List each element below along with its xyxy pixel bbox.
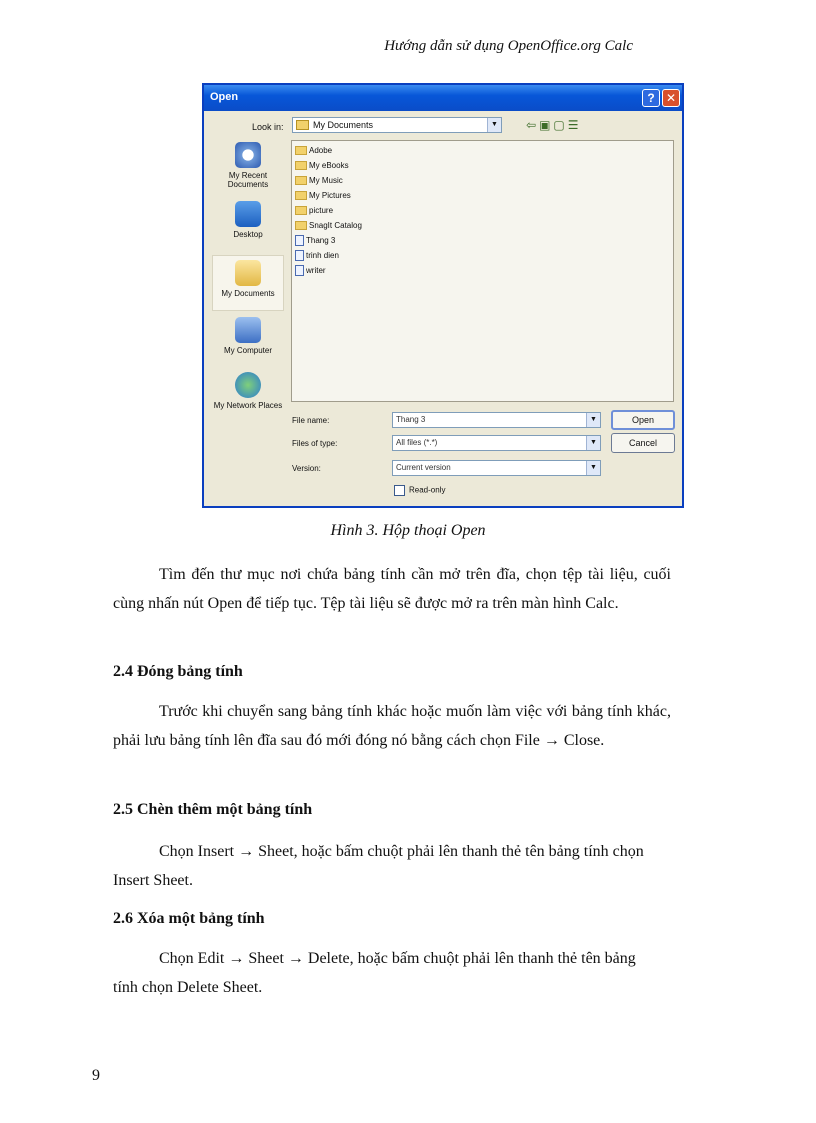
list-item[interactable] bbox=[295, 190, 351, 204]
paragraph-insert-sheet: Chọn Insert → Sheet, hoặc bấm chuột phải lên thanh thẻ tên bảng tính chọn Insert Sheet. bbox=[113, 843, 644, 889]
place-label: My Computer bbox=[223, 346, 272, 355]
readonly-label: Read-only bbox=[409, 485, 446, 495]
file-name-label: File name: bbox=[292, 416, 330, 425]
text-file-icon bbox=[295, 265, 304, 276]
heading-2-6: 2.6 Xóa một bảng tính bbox=[113, 910, 265, 927]
file-name-value: Thang 3 bbox=[396, 415, 426, 424]
running-header: Hướng dẫn sử dụng OpenOffice.org Calc bbox=[384, 38, 633, 54]
file-name-input[interactable] bbox=[392, 412, 601, 428]
figure-caption: Hình 3. Hộp thoại Open bbox=[330, 522, 486, 539]
folder-icon bbox=[295, 176, 307, 185]
paragraph-close-sheet: Trước khi chuyển sang bảng tính khác hoặc muốn làm việc với bảng tính khác, phải lưu bảng tính lên đĩa sau đó mới đóng nó bằng cách chọn File → Close. bbox=[113, 703, 671, 749]
dialog-title: Open bbox=[210, 91, 239, 103]
place-desktop[interactable] bbox=[212, 201, 284, 239]
place-my-computer[interactable] bbox=[212, 317, 284, 355]
back-icon[interactable]: ⇦ bbox=[526, 118, 540, 132]
file-label: Adobe bbox=[309, 146, 333, 155]
new-folder-icon[interactable]: ▢ bbox=[553, 118, 568, 132]
network-icon bbox=[235, 372, 261, 398]
list-item[interactable] bbox=[295, 220, 362, 234]
place-label: My Network Places bbox=[213, 401, 283, 410]
list-item[interactable] bbox=[295, 175, 343, 189]
list-item[interactable] bbox=[295, 265, 326, 279]
file-label: My eBooks bbox=[309, 161, 349, 170]
version-dropdown[interactable] bbox=[392, 460, 601, 476]
open-button[interactable]: Open bbox=[611, 410, 675, 430]
list-item[interactable] bbox=[295, 145, 332, 159]
open-dialog-screenshot bbox=[202, 83, 684, 508]
heading-2-5: 2.5 Chèn thêm một bảng tính bbox=[113, 801, 313, 818]
look-in-dropdown[interactable] bbox=[292, 117, 502, 133]
paragraph-delete-sheet: Chọn Edit → Sheet → Delete, hoặc bấm chuột phải lên thanh thẻ tên bảng tính chọn Delete Sheet. bbox=[113, 950, 636, 996]
folder-icon bbox=[295, 206, 307, 215]
dialog-titlebar bbox=[204, 85, 682, 111]
paragraph-open-instructions: Tìm đến thư mục nơi chứa bảng tính cần mở trên đĩa, chọn tệp tài liệu, cuối cùng nhấn nút Open để tiếp tục. Tệp tài liệu sẽ được mở ra trên màn hình Calc. bbox=[113, 566, 671, 612]
cancel-button[interactable]: Cancel bbox=[611, 433, 675, 453]
spreadsheet-file-icon bbox=[295, 235, 304, 246]
computer-icon bbox=[235, 317, 261, 343]
heading-2-4: 2.4 Đóng bảng tính bbox=[113, 663, 243, 680]
files-of-type-label: Files of type: bbox=[292, 439, 338, 448]
presentation-file-icon bbox=[295, 250, 304, 261]
file-label: writer bbox=[306, 266, 326, 275]
chevron-down-icon[interactable]: ▼ bbox=[586, 436, 600, 450]
folder-icon bbox=[295, 221, 307, 230]
readonly-checkbox[interactable] bbox=[394, 485, 445, 496]
version-label: Version: bbox=[292, 464, 321, 473]
desktop-icon bbox=[235, 201, 261, 227]
file-label: Thang 3 bbox=[306, 236, 336, 245]
chevron-down-icon[interactable]: ▼ bbox=[487, 118, 501, 132]
file-label: SnagIt Catalog bbox=[309, 221, 362, 230]
place-label: My Recent Documents bbox=[227, 171, 269, 189]
checkbox-icon[interactable] bbox=[394, 485, 405, 496]
chevron-down-icon[interactable]: ▼ bbox=[586, 461, 600, 475]
up-folder-icon[interactable]: ▣ bbox=[539, 118, 554, 132]
list-item[interactable] bbox=[295, 235, 335, 249]
close-button[interactable]: ✕ bbox=[662, 89, 680, 107]
list-item[interactable] bbox=[295, 205, 333, 219]
file-list[interactable] bbox=[291, 140, 674, 402]
look-in-value: My Documents bbox=[313, 120, 374, 130]
place-my-documents[interactable] bbox=[212, 255, 284, 311]
help-button[interactable]: ? bbox=[642, 89, 660, 107]
file-label: trinh dien bbox=[306, 251, 339, 260]
place-my-network-places[interactable] bbox=[212, 372, 284, 410]
place-my-recent-documents[interactable] bbox=[212, 142, 284, 189]
folder-icon bbox=[296, 120, 309, 130]
list-item[interactable] bbox=[295, 250, 339, 264]
file-label: picture bbox=[309, 206, 334, 215]
places-bar bbox=[212, 137, 284, 452]
place-label: Desktop bbox=[233, 230, 263, 239]
folder-icon bbox=[295, 191, 307, 200]
version-value: Current version bbox=[396, 463, 451, 472]
dialog-toolbar bbox=[526, 118, 582, 132]
file-label: My Pictures bbox=[309, 191, 351, 200]
place-label: My Documents bbox=[221, 289, 275, 298]
my-documents-icon bbox=[235, 260, 261, 286]
folder-icon bbox=[295, 146, 307, 155]
look-in-label: Look in: bbox=[252, 122, 284, 132]
folder-icon bbox=[295, 161, 307, 170]
file-label: My Music bbox=[309, 176, 343, 185]
page-number: 9 bbox=[92, 1067, 100, 1084]
list-item[interactable] bbox=[295, 160, 349, 174]
chevron-down-icon[interactable]: ▼ bbox=[586, 413, 600, 427]
clock-icon bbox=[235, 142, 261, 168]
files-of-type-value: All files (*.*) bbox=[396, 438, 438, 447]
views-icon[interactable]: ☰ bbox=[567, 118, 582, 132]
files-of-type-dropdown[interactable] bbox=[392, 435, 601, 451]
